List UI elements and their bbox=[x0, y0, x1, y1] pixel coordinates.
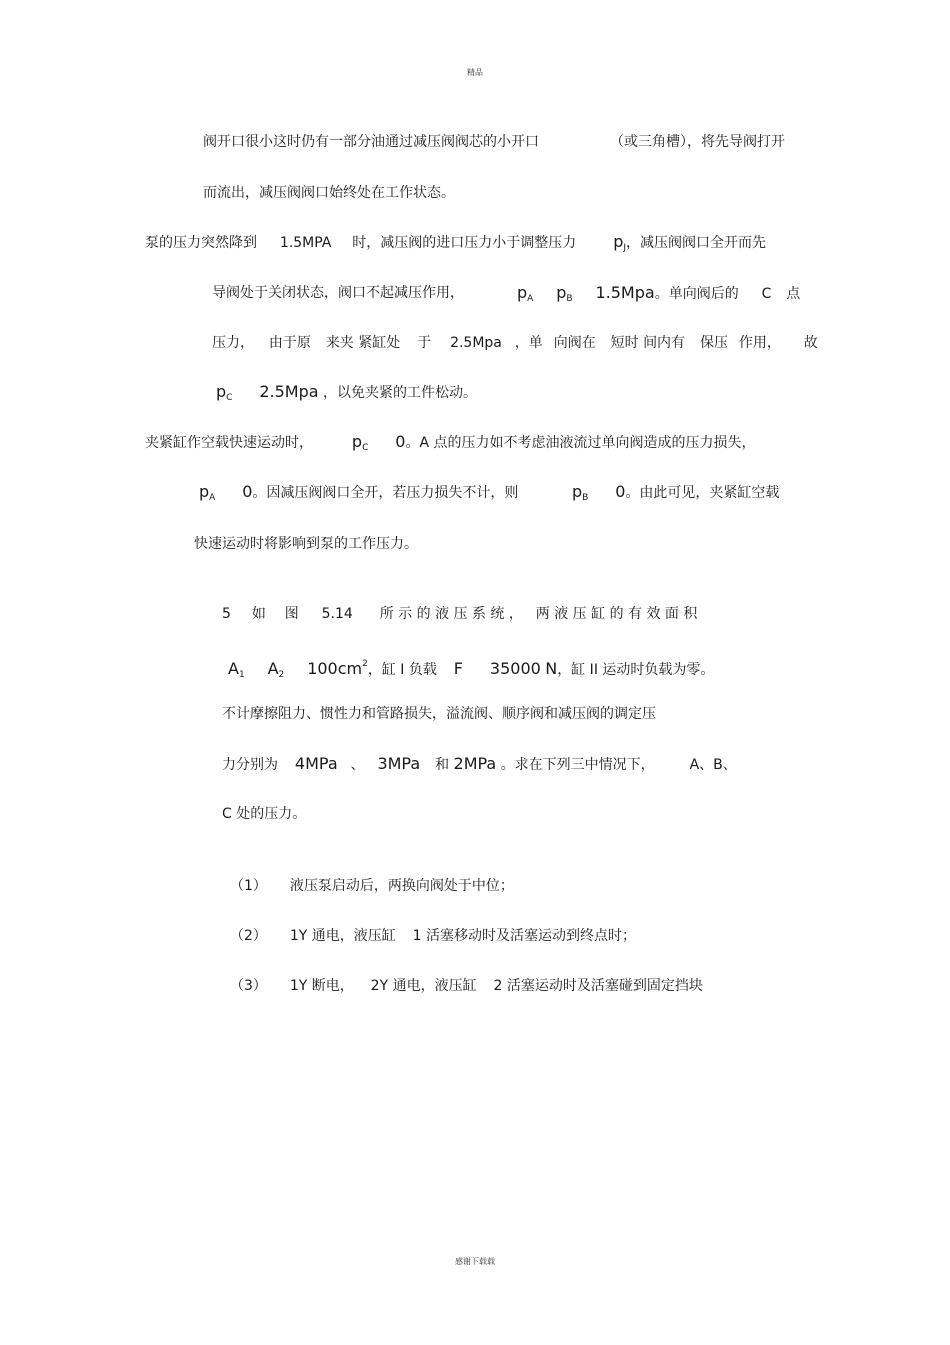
text-line bbox=[216, 382, 477, 408]
math-unit: cm bbox=[337, 659, 363, 678]
text-span: C bbox=[761, 286, 772, 302]
math-var: A bbox=[267, 659, 279, 678]
math-var: F bbox=[453, 659, 463, 678]
list-item bbox=[230, 976, 703, 996]
item-number: （1） bbox=[230, 878, 267, 894]
text-span: 。单向阀后的 bbox=[654, 286, 739, 302]
text-span: 图 bbox=[284, 606, 299, 622]
text-span: 。A 点的压力如不考虑油液流过单向阀造成的压力损失， bbox=[405, 435, 756, 451]
math-value: 4MPa bbox=[294, 754, 338, 773]
text-span: 2.5Mpa bbox=[450, 335, 502, 351]
page-footer: 感谢下载载 bbox=[455, 1257, 495, 1266]
text-span: 。求在下列三中情况下， bbox=[500, 757, 655, 773]
text-span: 两 液 压 缸 的 有 效 面 积 bbox=[535, 606, 698, 622]
problem-line bbox=[222, 754, 737, 775]
math-var: p bbox=[572, 482, 583, 501]
text-span: 。因减压阀阀口全开，若压力损失不计，则 bbox=[252, 485, 519, 501]
math-value: 100 bbox=[307, 659, 338, 678]
text-span: 间内有 bbox=[643, 335, 686, 351]
text-span: 导阀处于关闭状态，阀口不起减压作用， bbox=[212, 285, 464, 301]
text-span: （或三角槽），将先导阀打开 bbox=[610, 134, 785, 150]
text-span: 来夹 bbox=[325, 335, 354, 351]
item-number: （3） bbox=[230, 978, 267, 994]
text-span: 和 bbox=[435, 757, 450, 773]
math-value: 0 bbox=[242, 482, 253, 501]
text-span: 于 bbox=[417, 335, 432, 351]
text-line bbox=[203, 132, 539, 152]
math-unit: N bbox=[545, 659, 558, 678]
text-line bbox=[212, 283, 464, 303]
math-value: 1.5Mpa bbox=[595, 283, 655, 302]
text-span: 而流出，减压阀阀口始终处在工作状态。 bbox=[203, 185, 455, 201]
math-sub: A bbox=[527, 294, 534, 304]
problem-line bbox=[222, 604, 697, 624]
text-line bbox=[517, 283, 800, 309]
text-line bbox=[610, 132, 785, 152]
text-span: 2Y 通电，液压缸 bbox=[370, 978, 477, 994]
text-span: 、 bbox=[350, 757, 365, 773]
text-span: 压力， bbox=[212, 335, 254, 351]
math-value: 2MPa bbox=[453, 754, 497, 773]
text-span: 如 bbox=[251, 606, 266, 622]
text-span: 1.5MPA bbox=[279, 235, 332, 251]
text-span: 向阀在 bbox=[553, 335, 596, 351]
math-var: p bbox=[613, 232, 624, 251]
math-var: p bbox=[351, 432, 363, 451]
list-item bbox=[230, 876, 514, 896]
text-span: 阀开口很小这时仍有一部分油通过减压阀阀芯的小开口 bbox=[203, 134, 539, 150]
math-value: 2.5Mpa bbox=[259, 382, 319, 401]
text-span: 1 活塞移动时及活塞运动到终点时； bbox=[412, 928, 637, 944]
math-sup: 2 bbox=[362, 659, 368, 669]
math-value: 35000 bbox=[489, 659, 541, 678]
math-value: 3MPa bbox=[377, 754, 421, 773]
text-span: 快速运动时将影响到泵的工作压力。 bbox=[194, 536, 418, 552]
list-item bbox=[230, 926, 636, 946]
problem-line bbox=[222, 704, 656, 724]
text-span: ，单 bbox=[514, 335, 543, 351]
text-span: C 处的压力。 bbox=[222, 806, 307, 822]
math-value: 0 bbox=[395, 432, 406, 451]
text-span: 作用， bbox=[738, 335, 781, 351]
math-sub: B bbox=[582, 493, 589, 503]
math-sub: J bbox=[623, 243, 626, 253]
text-span: 力分别为 bbox=[222, 757, 278, 773]
text-span: ，减压阀阀口全开而先 bbox=[626, 235, 766, 251]
text-span: 时，减压阀的进口压力小于调整压力 bbox=[352, 235, 577, 251]
text-line bbox=[194, 534, 418, 554]
math-sub: C bbox=[362, 443, 369, 453]
text-span: 1Y 通电，液压缸 bbox=[289, 928, 396, 944]
math-sub: B bbox=[566, 294, 573, 304]
math-sub: A bbox=[209, 493, 216, 503]
math-sub: 1 bbox=[238, 670, 245, 680]
text-span: 由于原 bbox=[268, 335, 311, 351]
math-var: p bbox=[199, 482, 210, 501]
text-span: 2 活塞运动时及活塞碰到固定挡块 bbox=[493, 978, 703, 994]
text-span: 保压 bbox=[699, 335, 728, 351]
figure-ref: 5.14 bbox=[321, 606, 353, 622]
text-span: 点 bbox=[786, 286, 801, 302]
page-header: 精品 bbox=[467, 68, 483, 77]
problem-number: 5 bbox=[222, 606, 231, 622]
text-span: 不计摩擦阻力、惯性力和管路损失，溢流阀、顺序阀和减压阀的调定压 bbox=[222, 706, 656, 722]
math-var: p bbox=[517, 283, 528, 302]
problem-line bbox=[228, 654, 714, 685]
text-span: 液压泵启动后，两换向阀处于中位； bbox=[289, 878, 514, 894]
text-span: ，缸 II 运动时负载为零。 bbox=[557, 662, 715, 678]
math-sub: 2 bbox=[278, 670, 285, 680]
text-span: 夹紧缸作空载快速运动时， bbox=[145, 435, 313, 451]
text-span: 1Y 断电， bbox=[289, 978, 354, 994]
text-span: 短时 bbox=[610, 335, 639, 351]
text-line bbox=[572, 482, 779, 508]
math-value: 0 bbox=[615, 482, 626, 501]
text-span: A、B、 bbox=[689, 757, 737, 773]
text-span: 紧缸处 bbox=[358, 335, 401, 351]
text-line bbox=[203, 183, 455, 203]
math-var: p bbox=[216, 382, 227, 401]
text-line bbox=[212, 333, 818, 353]
math-var: A bbox=[228, 659, 239, 678]
text-span: ，以免夹紧的工件松动。 bbox=[323, 385, 478, 401]
text-span: 所 示 的 液 压 系 统 ， bbox=[379, 606, 523, 622]
text-span: 故 bbox=[803, 335, 818, 351]
problem-line bbox=[222, 804, 306, 824]
text-line bbox=[145, 232, 766, 258]
math-sub: C bbox=[226, 393, 233, 403]
text-span: ，缸 I 负载 bbox=[367, 662, 437, 678]
item-number: （2） bbox=[230, 928, 267, 944]
math-var: p bbox=[556, 283, 567, 302]
text-span: 泵的压力突然降到 bbox=[145, 235, 257, 251]
text-line bbox=[145, 432, 755, 458]
text-line bbox=[199, 482, 518, 508]
text-span: 。由此可见，夹紧缸空载 bbox=[625, 485, 780, 501]
